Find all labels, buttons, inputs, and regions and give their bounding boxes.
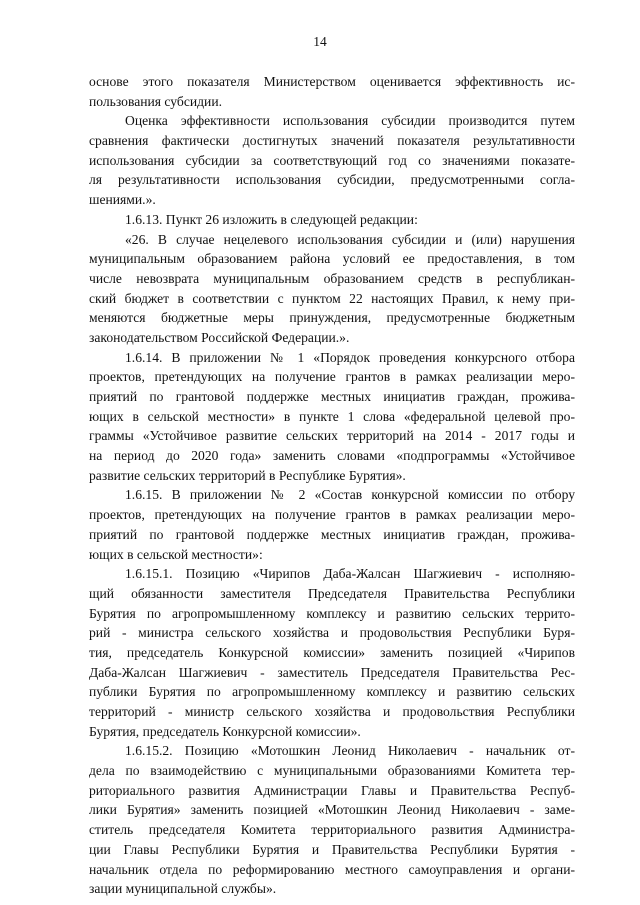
text-line: тия, председатель Конкурсной комиссии» заменить позицией «Чирипов: [89, 644, 575, 660]
text-line: ститель председателя Комитета территориального развития Администра-: [89, 822, 575, 838]
text-line: приятий по грантовой поддержке местных инициатив граждан, прожива-: [89, 389, 575, 404]
document-body: [89, 72, 575, 899]
text-line: зации муниципальной службы».: [89, 881, 277, 897]
text-line: ции Главы Республики Бурятия и Правительства Республики Бурятия -: [89, 841, 575, 857]
text-line: развитие сельских территорий в Республике Бурятия».: [89, 467, 406, 483]
text-line: ля результативности использования субсидии, предусмотренными согла-: [89, 172, 575, 188]
text-line: «26. В случае нецелевого использования субсидии и (или) нарушения: [125, 231, 575, 247]
text-line: Бурятия по агропромышленному комплексу и развитию сельских террито-: [89, 605, 575, 621]
text-line: Даба-Жалсан Шагжиевич - заместитель Председателя Правительства Рес-: [89, 664, 575, 680]
text-line: рий - министра сельского хозяйства и продовольствия Республики Буря-: [89, 625, 575, 641]
text-line: 1.6.13. Пункт 26 изложить в следующей редакции:: [125, 211, 418, 227]
text-line: граммы «Устойчивое развитие сельских территорий на 2014 - 2017 годы и: [89, 428, 575, 444]
text-line: муниципальным образованием района условий ее предоставления, в том: [89, 251, 575, 267]
text-line: проектов, претендующих на получение грантов в рамках реализации меро-: [89, 507, 575, 523]
text-line: 1.6.15.1. Позицию «Чирипов Даба-Жалсан Шагжиевич - исполняю-: [125, 566, 575, 582]
text-line: Бурятия, председатель Конкурсной комиссии».: [89, 723, 361, 739]
text-line: сравнения фактически достигнутых значений показателя результативности: [89, 133, 575, 149]
text-line: 1.6.15.2. Позицию «Мотошкин Леонид Николаевич - начальник от-: [125, 743, 575, 759]
text-line: меняются бюджетные меры принуждения, предусмотренные бюджетным: [89, 310, 575, 326]
text-line: проектов, претендующих на получение грантов в рамках реализации меро-: [89, 369, 575, 385]
page-number: 14: [313, 34, 327, 49]
text-line: 1.6.14. В приложении № 1 «Порядок проведения конкурсного отбора: [125, 349, 575, 365]
text-line: числе невозврата муниципальным образованием средств в республикан-: [89, 270, 575, 286]
text-line: на период до 2020 года» заменить словами «подпрограммы «Устойчивое: [89, 448, 575, 464]
text-line: дела по взаимодействию с муниципальными образованиями Комитета тер-: [89, 763, 575, 779]
text-line: начальник отдела по реформированию местного самоуправления и органи-: [89, 861, 575, 877]
text-line: использования субсидии за соответствующий год со значениями показате-: [89, 152, 575, 168]
text-line: публики Бурятия по агропромышленному комплексу и развитию сельских: [89, 684, 575, 700]
text-line: основе этого показателя Министерством оценивается эффективность ис-: [89, 74, 575, 89]
text-line: ющих в сельской местности» в пункте 1 слова «федеральной целевой про-: [89, 408, 575, 424]
text-line: Оценка эффективности использования субсидии производится путем: [125, 113, 575, 129]
text-line: ский бюджет в соответствии с пунктом 22 настоящих Правил, к нему при-: [89, 290, 575, 306]
text-line: щий обязанности заместителя Председателя Правительства Республики: [89, 585, 575, 601]
text-line: риториального развития Администрации Главы и Правительства Респуб-: [89, 782, 575, 798]
text-line: законодательством Российской Федерации.».: [89, 329, 350, 345]
text-line: 1.6.15. В приложении № 2 «Состав конкурсной комиссии по отбору: [125, 487, 575, 503]
text-line: шениями.».: [89, 192, 156, 208]
text-line: пользования субсидии.: [89, 93, 222, 109]
text-line: лики Бурятия» заменить позицией «Мотошкин Леонид Николаевич - заме-: [89, 802, 575, 818]
text-line: ющих в сельской местности»:: [89, 546, 263, 562]
text-line: приятий по грантовой поддержке местных инициатив граждан, прожива-: [89, 526, 575, 542]
text-line: территорий - министр сельского хозяйства и продовольствия Республики: [89, 704, 575, 719]
